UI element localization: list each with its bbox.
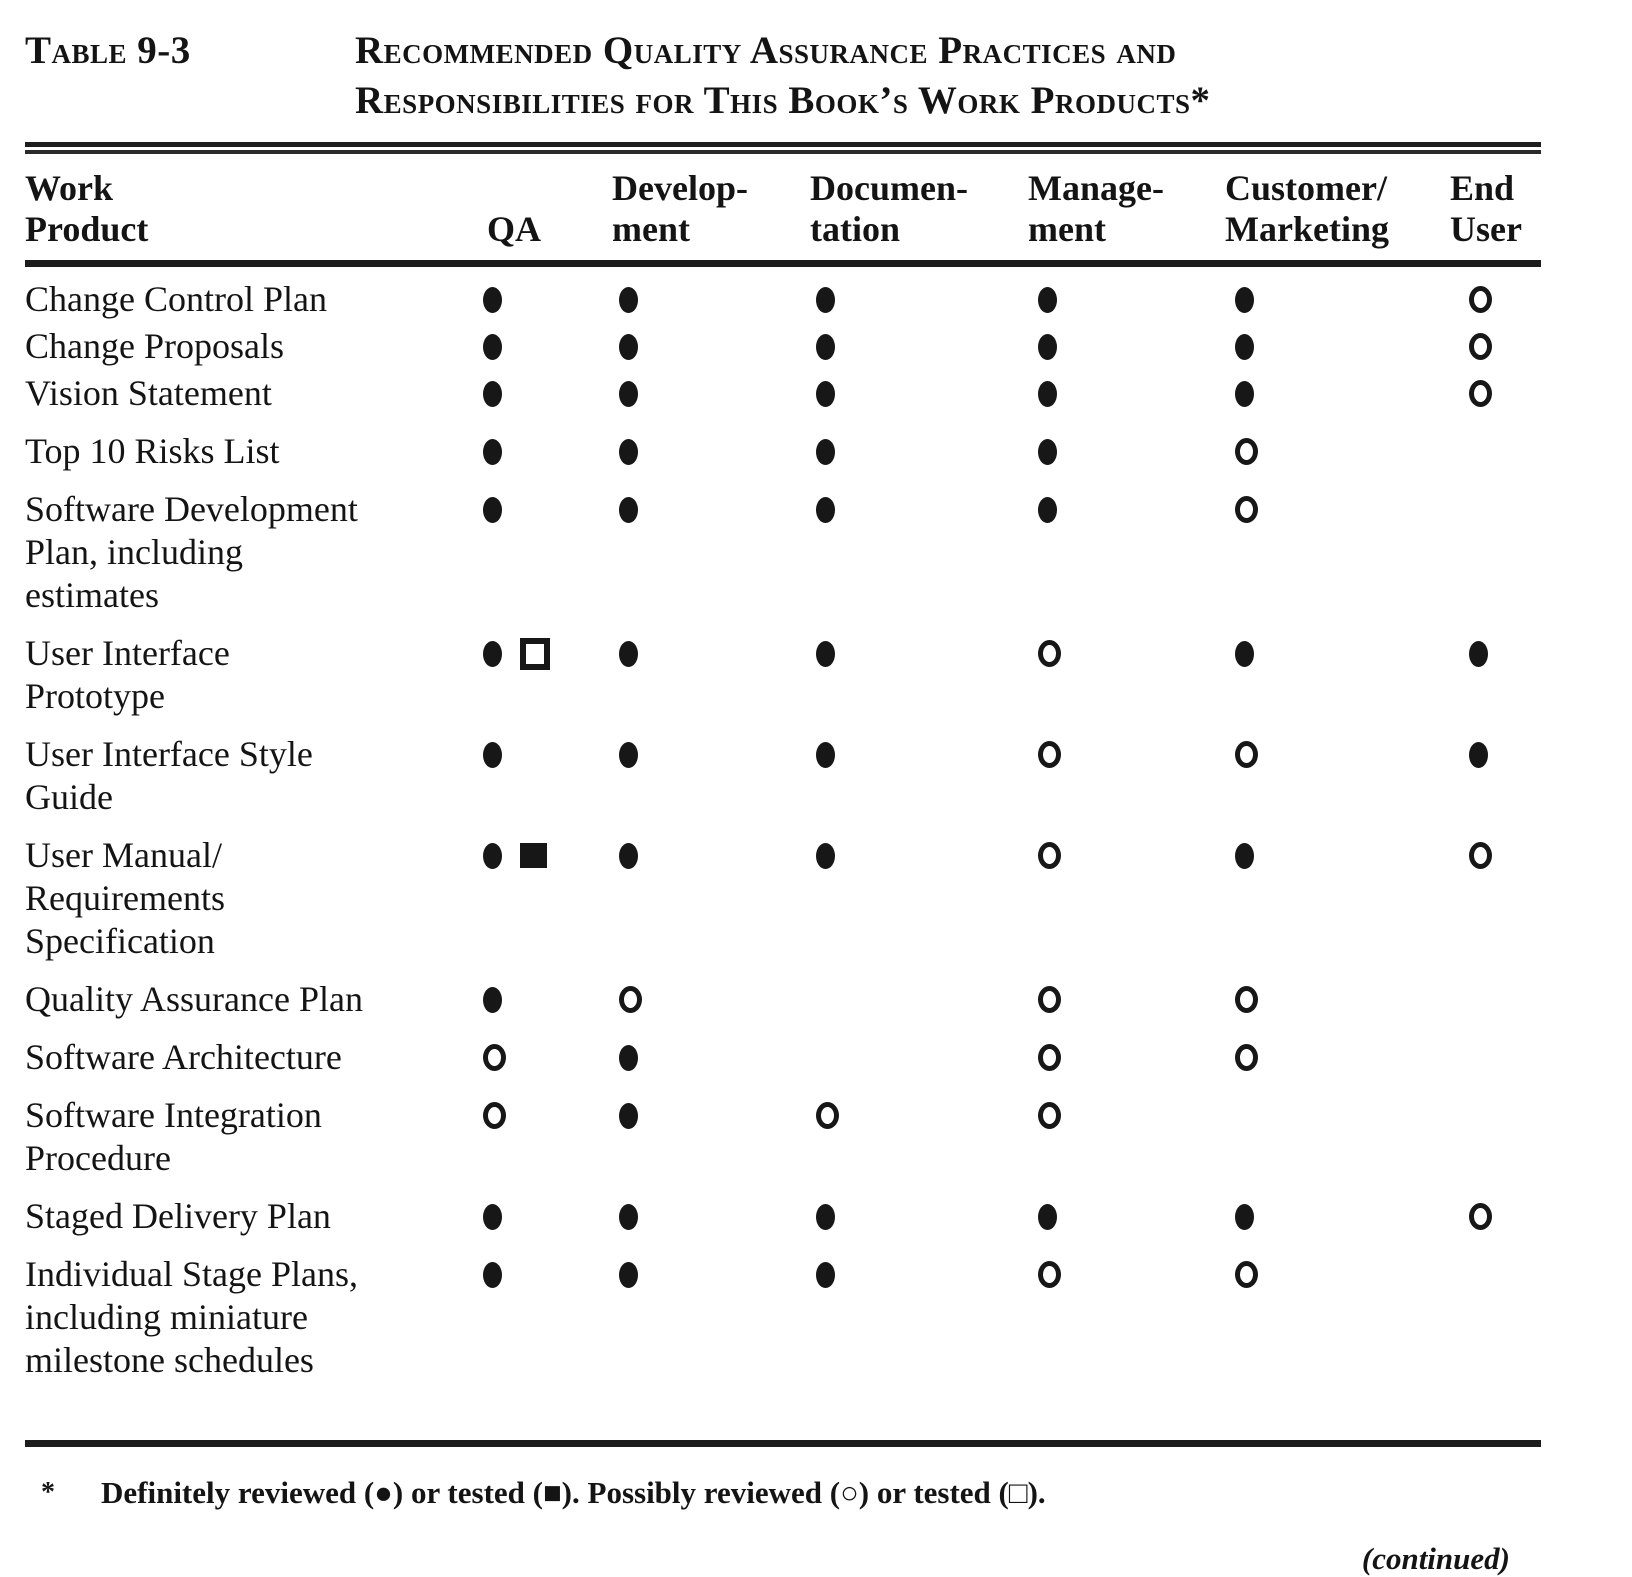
reviewed-possible-icon — [1469, 286, 1492, 313]
reviewed-definite-icon — [483, 287, 502, 313]
qa-mark-cell — [600, 733, 790, 834]
qa-mark-cell — [460, 632, 600, 733]
reviewed-definite-icon — [619, 334, 638, 360]
reviewed-possible-icon — [1469, 333, 1492, 360]
qa-mark-cell — [460, 430, 600, 488]
column-header-documentation: Documen- tation — [790, 154, 1015, 264]
reviewed-definite-icon — [816, 742, 835, 768]
qa-mark-cell — [600, 264, 790, 326]
qa-mark-cell — [790, 1253, 1015, 1440]
qa-mark-cell — [1215, 1253, 1440, 1440]
qa-mark-cell — [1440, 1094, 1541, 1195]
footnote-asterisk: * — [41, 1477, 55, 1508]
qa-mark-cell — [1440, 978, 1541, 1036]
qa-mark-cell — [790, 733, 1015, 834]
qa-mark-cell — [1215, 834, 1440, 978]
qa-mark-cell — [1015, 978, 1215, 1036]
qa-mark-cell — [1440, 1253, 1541, 1440]
qa-mark-cell — [460, 1195, 600, 1253]
work-product-name: Vision Statement — [25, 373, 272, 413]
top-double-rule — [25, 142, 1541, 154]
qa-mark-cell — [1440, 733, 1541, 834]
reviewed-definite-icon — [1469, 641, 1488, 667]
table-row — [25, 1036, 1541, 1094]
reviewed-definite-icon — [1038, 497, 1057, 523]
qa-mark-cell — [1015, 1036, 1215, 1094]
qa-mark-cell — [460, 488, 600, 632]
work-product-name: Quality Assurance Plan — [25, 979, 363, 1019]
reviewed-definite-icon — [483, 843, 502, 869]
qa-mark-cell — [790, 632, 1015, 733]
table-row — [25, 1094, 1541, 1195]
table-row — [25, 372, 1541, 430]
qa-mark-cell — [790, 1094, 1015, 1195]
reviewed-possible-icon — [1235, 438, 1258, 465]
table-body — [25, 264, 1541, 1441]
reviewed-definite-icon — [816, 439, 835, 465]
reviewed-definite-icon — [1235, 381, 1254, 407]
column-header-qa: QA — [460, 154, 600, 264]
qa-mark-cell — [790, 1195, 1015, 1253]
column-header-development: Develop- ment — [600, 154, 790, 264]
qa-mark-cell — [1215, 325, 1440, 372]
qa-mark-cell — [790, 834, 1015, 978]
reviewed-definite-icon — [483, 334, 502, 360]
work-product-name: Top 10 Risks List — [25, 431, 280, 471]
reviewed-possible-icon — [1469, 380, 1492, 407]
work-product-name: Staged Delivery Plan — [25, 1196, 331, 1236]
qa-mark-cell — [790, 325, 1015, 372]
table-title-line1: Recommended Quality Assurance Practices and — [355, 29, 1177, 72]
qa-mark-cell — [1440, 834, 1541, 978]
reviewed-definite-icon — [1235, 334, 1254, 360]
qa-mark-cell — [1215, 1094, 1440, 1195]
qa-mark-cell — [1215, 632, 1440, 733]
qa-mark-cell — [1015, 430, 1215, 488]
continued-label: (continued) — [1361, 1541, 1510, 1576]
reviewed-possible-icon — [1038, 1044, 1061, 1071]
reviewed-definite-icon — [619, 1204, 638, 1230]
work-product-name: Individual Stage Plans, including miniature milestone schedules — [25, 1254, 358, 1380]
reviewed-possible-icon — [1038, 640, 1061, 667]
reviewed-possible-icon — [1235, 1044, 1258, 1071]
qa-mark-cell — [790, 978, 1015, 1036]
qa-mark-cell — [600, 978, 790, 1036]
qa-mark-cell — [1015, 488, 1215, 632]
qa-mark-cell — [600, 1036, 790, 1094]
reviewed-definite-icon — [1235, 843, 1254, 869]
work-product-name: Software Integration Procedure — [25, 1095, 322, 1178]
table-row — [25, 632, 1541, 733]
tested-definite-icon — [520, 843, 547, 868]
reviewed-definite-icon — [1235, 287, 1254, 313]
reviewed-possible-icon — [816, 1102, 839, 1129]
reviewed-definite-icon — [619, 843, 638, 869]
qa-practices-table — [25, 154, 1541, 1440]
qa-mark-cell — [1215, 978, 1440, 1036]
reviewed-definite-icon — [619, 1045, 638, 1071]
qa-mark-cell — [460, 325, 600, 372]
reviewed-definite-icon — [619, 381, 638, 407]
table-row — [25, 1195, 1541, 1253]
qa-mark-cell — [600, 430, 790, 488]
reviewed-possible-icon — [1235, 496, 1258, 523]
reviewed-possible-icon — [619, 986, 642, 1013]
table-header — [25, 154, 1541, 264]
qa-mark-cell — [790, 488, 1015, 632]
reviewed-possible-icon — [1038, 741, 1061, 768]
reviewed-definite-icon — [619, 742, 638, 768]
qa-mark-cell — [790, 1036, 1015, 1094]
reviewed-definite-icon — [816, 843, 835, 869]
qa-mark-cell — [460, 1094, 600, 1195]
qa-mark-cell — [1015, 1094, 1215, 1195]
qa-mark-cell — [1015, 632, 1215, 733]
table-title — [355, 26, 1211, 126]
table-row — [25, 834, 1541, 978]
column-header-end-user: End User — [1440, 154, 1541, 264]
qa-mark-cell — [1215, 372, 1440, 430]
reviewed-definite-icon — [816, 497, 835, 523]
qa-mark-cell — [460, 372, 600, 430]
reviewed-possible-icon — [1235, 986, 1258, 1013]
column-header-management: Manage- ment — [1015, 154, 1215, 264]
table-title-line2: Responsibilities for This Book’s Work Products* — [355, 79, 1211, 122]
qa-mark-cell — [460, 264, 600, 326]
qa-mark-cell — [1015, 834, 1215, 978]
table-row — [25, 733, 1541, 834]
reviewed-possible-icon — [1469, 1203, 1492, 1230]
reviewed-possible-icon — [1235, 1261, 1258, 1288]
reviewed-definite-icon — [1038, 381, 1057, 407]
qa-mark-cell — [1440, 1195, 1541, 1253]
qa-mark-cell — [1015, 1253, 1215, 1440]
reviewed-definite-icon — [483, 1262, 502, 1288]
reviewed-possible-icon — [1038, 1102, 1061, 1129]
qa-mark-cell — [1440, 430, 1541, 488]
qa-mark-cell — [1215, 430, 1440, 488]
table-row — [25, 1253, 1541, 1440]
reviewed-definite-icon — [483, 381, 502, 407]
reviewed-definite-icon — [1038, 439, 1057, 465]
qa-mark-cell — [600, 834, 790, 978]
qa-mark-cell — [460, 733, 600, 834]
table-row — [25, 978, 1541, 1036]
reviewed-definite-icon — [483, 641, 502, 667]
reviewed-possible-icon — [1038, 986, 1061, 1013]
work-product-name: Change Control Plan — [25, 279, 327, 319]
work-product-name: Software Development Plan, including estimates — [25, 489, 358, 615]
qa-mark-cell — [1015, 733, 1215, 834]
reviewed-definite-icon — [619, 497, 638, 523]
column-header-customer-marketing: Customer/ Marketing — [1215, 154, 1440, 264]
qa-mark-cell — [460, 1036, 600, 1094]
qa-mark-cell — [600, 372, 790, 430]
qa-mark-cell — [600, 488, 790, 632]
table-label: Table 9-3 — [25, 29, 191, 72]
reviewed-definite-icon — [619, 1103, 638, 1129]
reviewed-definite-icon — [1235, 1204, 1254, 1230]
reviewed-definite-icon — [483, 987, 502, 1013]
reviewed-definite-icon — [1469, 742, 1488, 768]
work-product-name: User Interface Prototype — [25, 633, 230, 716]
reviewed-definite-icon — [483, 1204, 502, 1230]
qa-mark-cell — [1215, 1195, 1440, 1253]
table-row — [25, 325, 1541, 372]
table-row — [25, 430, 1541, 488]
reviewed-definite-icon — [1038, 1204, 1057, 1230]
reviewed-definite-icon — [483, 497, 502, 523]
qa-mark-cell — [1440, 264, 1541, 326]
qa-mark-cell — [790, 372, 1015, 430]
work-product-name: User Interface Style Guide — [25, 734, 313, 817]
reviewed-definite-icon — [1038, 287, 1057, 313]
qa-mark-cell — [460, 834, 600, 978]
qa-mark-cell — [790, 430, 1015, 488]
qa-mark-cell — [600, 1253, 790, 1440]
qa-mark-cell — [460, 1253, 600, 1440]
table-row — [25, 488, 1541, 632]
qa-mark-cell — [1215, 1036, 1440, 1094]
reviewed-definite-icon — [1235, 641, 1254, 667]
qa-mark-cell — [600, 1195, 790, 1253]
reviewed-definite-icon — [483, 439, 502, 465]
qa-mark-cell — [460, 978, 600, 1036]
reviewed-possible-icon — [1038, 842, 1061, 869]
qa-mark-cell — [1015, 372, 1215, 430]
footnote — [25, 1473, 1541, 1513]
column-header-work-product: Work Product — [25, 154, 460, 264]
qa-mark-cell — [1215, 264, 1440, 326]
reviewed-definite-icon — [619, 439, 638, 465]
reviewed-definite-icon — [816, 1262, 835, 1288]
qa-mark-cell — [600, 1094, 790, 1195]
work-product-name: User Manual/ Requirements Specification — [25, 835, 225, 961]
qa-mark-cell — [1440, 325, 1541, 372]
qa-mark-cell — [1440, 1036, 1541, 1094]
qa-mark-cell — [1015, 264, 1215, 326]
qa-mark-cell — [600, 632, 790, 733]
reviewed-definite-icon — [816, 1204, 835, 1230]
reviewed-possible-icon — [1038, 1261, 1061, 1288]
qa-mark-cell — [1440, 632, 1541, 733]
qa-mark-cell — [1015, 325, 1215, 372]
footnote-text: Definitely reviewed (●) or tested (■). Possibly reviewed (○) or tested (□). — [101, 1475, 1046, 1510]
qa-mark-cell — [790, 264, 1015, 326]
qa-mark-cell — [1215, 488, 1440, 632]
reviewed-definite-icon — [816, 381, 835, 407]
table-heading — [25, 26, 1607, 126]
qa-mark-cell — [1015, 1195, 1215, 1253]
reviewed-definite-icon — [483, 742, 502, 768]
reviewed-definite-icon — [816, 287, 835, 313]
reviewed-possible-icon — [483, 1044, 506, 1071]
reviewed-possible-icon — [1469, 842, 1492, 869]
work-product-name: Software Architecture — [25, 1037, 342, 1077]
work-product-name: Change Proposals — [25, 326, 284, 366]
qa-mark-cell — [1440, 372, 1541, 430]
reviewed-possible-icon — [1235, 741, 1258, 768]
qa-mark-cell — [1440, 488, 1541, 632]
reviewed-definite-icon — [816, 334, 835, 360]
reviewed-definite-icon — [816, 641, 835, 667]
table-row — [25, 264, 1541, 326]
qa-mark-cell — [600, 325, 790, 372]
reviewed-definite-icon — [619, 1262, 638, 1288]
reviewed-possible-icon — [483, 1102, 506, 1129]
tested-possible-icon — [520, 638, 550, 670]
reviewed-definite-icon — [619, 641, 638, 667]
qa-mark-cell — [1215, 733, 1440, 834]
bottom-rule — [25, 1440, 1541, 1447]
reviewed-definite-icon — [619, 287, 638, 313]
reviewed-definite-icon — [1038, 334, 1057, 360]
